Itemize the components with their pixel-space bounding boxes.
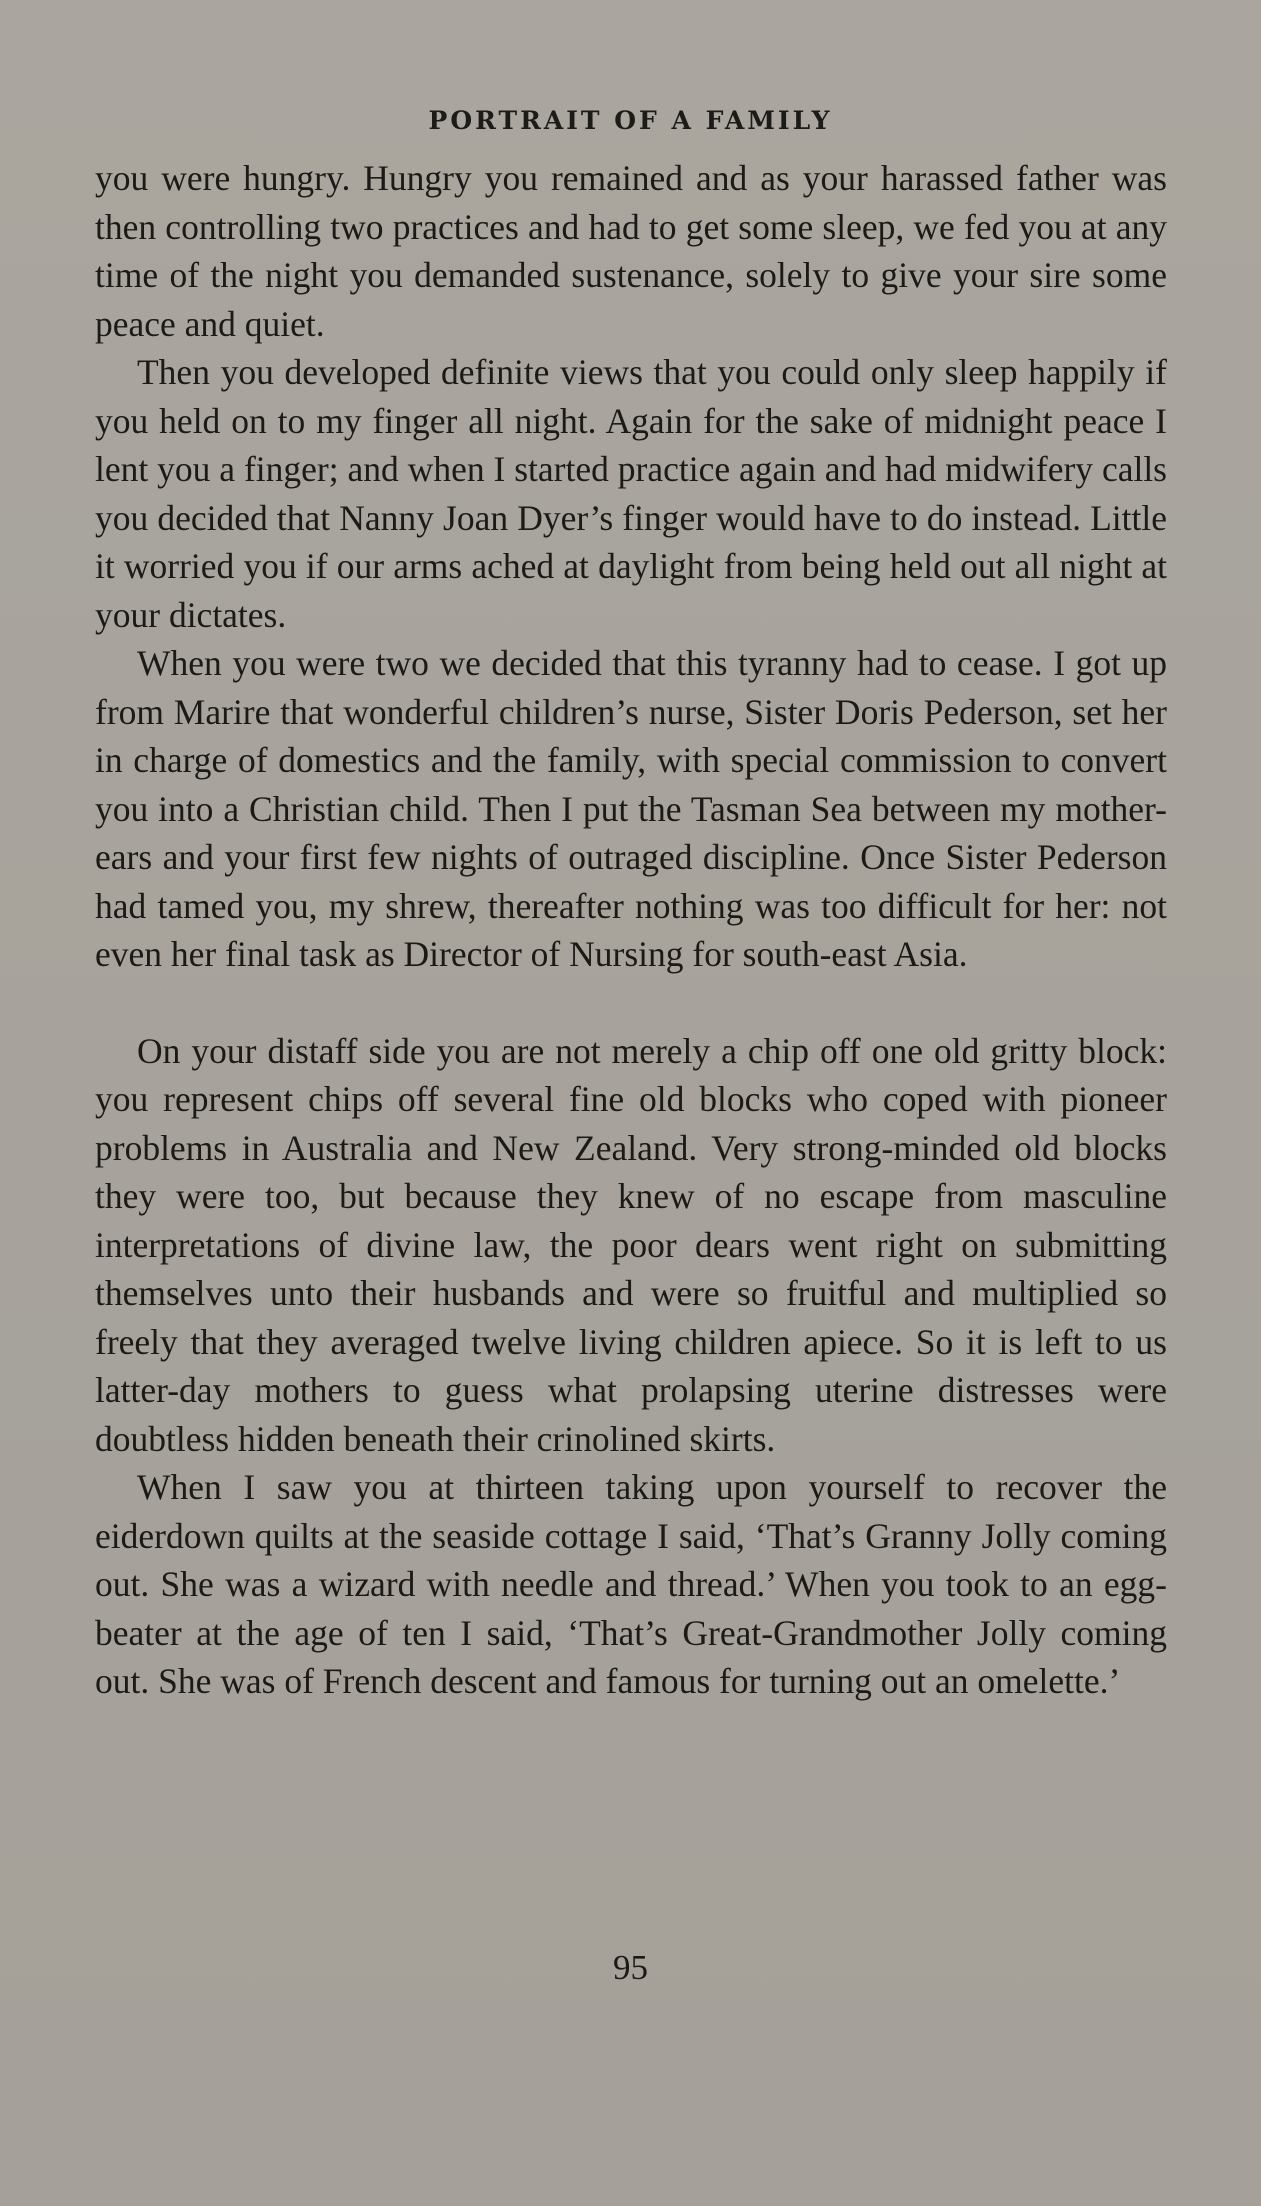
paragraph-tyranny: When you were two we decided that this tyranny had to cease. I got up from Marire that wonderful children’s nurse, Sister Doris Pederson, set her in charge of domestics and the family, with special commission to convert you into a Christian child. Then I put the Tasman Sea between my mother-ears and your first few nights of outraged discipline. Once Sister Pederson had tamed you, my shrew, thereafter nothing was too difficult for her: not even her final task as Director of Nursing for south-east Asia.	[95, 643, 1167, 974]
page-number: 95	[613, 1948, 648, 1987]
running-head: PORTRAIT OF A FAMILY	[428, 106, 833, 135]
body-text	[95, 154, 1167, 1706]
paragraph-continued: you were hungry. Hungry you remained and as your harassed father was then controlling two practices and had to get some sleep, we fed you at any time of the night you demanded sustenance, solely to give your sire some peace and quiet.	[95, 158, 1167, 344]
paragraph-granny-jolly: When I saw you at thirteen taking upon yourself to recover the eiderdown quilts at the seaside cottage I said, ‘That’s Granny Jolly coming out. She was a wizard with needle and thread.’ When you took to an egg-beater at the age of ten I said, ‘That’s Great-Grandmother Jolly coming out. She was of French descent and famous for turning out an omelette.’	[95, 1467, 1167, 1701]
paragraph-finger: Then you developed definite views that you could only sleep happily if you held on to my finger all night. Again for the sake of midnight peace I lent you a finger; and when I started practice again and had midwifery calls you decided that Nanny Joan Dyer’s finger would have to do instead. Little it worried you if our arms ached at daylight from being held out all night at your dictates.	[95, 352, 1167, 635]
paragraph-distaff-side: On your distaff side you are not merely a chip off one old gritty block: you represent chips off several fine old blocks who coped with pioneer problems in Australia and New Zealand. Very strong-minded old blocks they were too, but because they knew of no escape from masculine interpretations of divine law, the poor dears went right on submitting themselves unto their husbands and were so fruitful and multiplied so freely that they averaged twelve living children apiece. So it is left to us latter-day mothers to guess what prolapsing uterine distresses were doubtless hidden beneath their crinolined skirts.	[95, 1030, 1167, 1459]
